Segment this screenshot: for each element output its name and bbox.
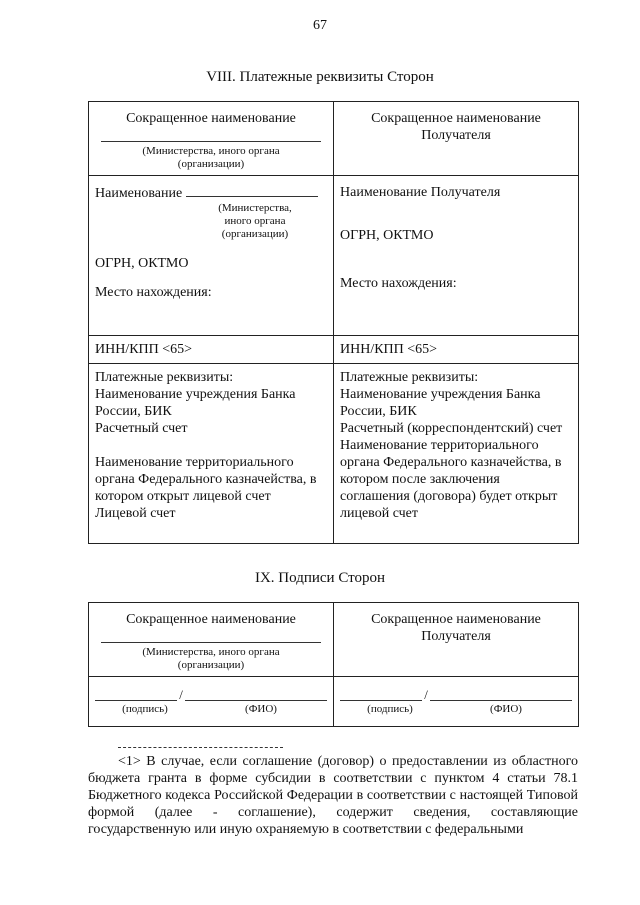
right-inn: ИНН/КПП <65> bbox=[340, 342, 438, 357]
left-ogrn: ОГРН, ОКТМО bbox=[95, 256, 189, 271]
right-payment-bank: Наименование учреждения Банка России, БИК bbox=[340, 387, 541, 419]
right-slash: / bbox=[424, 687, 428, 702]
right-fio-blank bbox=[430, 687, 572, 701]
sig-left-header-cell bbox=[89, 603, 334, 677]
left-inn: ИНН/КПП <65> bbox=[95, 342, 193, 357]
left-slash: / bbox=[179, 687, 183, 702]
left-header-cell bbox=[89, 102, 334, 176]
left-fio-caption: (ФИО) bbox=[245, 703, 277, 715]
left-name-note-3: (организации) bbox=[221, 228, 289, 240]
signatures-table bbox=[88, 602, 579, 727]
left-name-blank bbox=[186, 184, 318, 197]
left-payment-bank: Наименование учреждения Банка России, БИК bbox=[95, 387, 296, 419]
right-ogrn: ОГРН, ОКТМО bbox=[340, 228, 434, 243]
sig-left-header: Сокращенное наименование bbox=[126, 612, 296, 627]
left-header-note: (Министерства, иного органа (организации) bbox=[142, 145, 280, 170]
left-name-note-1: (Министерства, bbox=[218, 202, 292, 214]
section-9-title: IX. Подписи Сторон bbox=[254, 570, 386, 586]
sig-left-header-line bbox=[101, 642, 321, 643]
left-signature-caption: (подпись) bbox=[122, 703, 168, 715]
left-org-cell bbox=[89, 176, 334, 336]
right-header-cell bbox=[334, 102, 579, 176]
payment-details-table bbox=[88, 101, 579, 544]
left-location: Место нахождения: bbox=[95, 285, 212, 300]
right-payment-cell bbox=[334, 364, 579, 544]
left-name-label: Наименование bbox=[95, 186, 183, 201]
left-fio-blank bbox=[185, 687, 327, 701]
section-8-title: VIII. Платежные реквизиты Сторон bbox=[206, 69, 434, 85]
footnote-separator bbox=[118, 747, 283, 748]
left-payment-personal-account: Лицевой счет bbox=[95, 506, 176, 521]
left-name-note-2: иного органа bbox=[224, 215, 286, 227]
sig-left-header-note: (Министерства, иного органа (организации) bbox=[142, 646, 280, 671]
left-payment-title: Платежные реквизиты: bbox=[95, 370, 234, 385]
left-signature-line bbox=[95, 687, 327, 701]
right-signature-line bbox=[340, 687, 572, 701]
right-payment-title: Платежные реквизиты: bbox=[340, 370, 479, 385]
right-fio-caption: (ФИО) bbox=[490, 703, 522, 715]
sig-right-header: Сокращенное наименование Получателя bbox=[371, 612, 541, 644]
left-header: Сокращенное наименование bbox=[126, 111, 296, 126]
right-location: Место нахождения: bbox=[340, 276, 457, 291]
right-header: Сокращенное наименование Получателя bbox=[371, 111, 541, 143]
sig-right-header-cell bbox=[334, 603, 579, 677]
sig-left-signature-cell bbox=[89, 677, 334, 727]
right-signature-caption: (подпись) bbox=[367, 703, 413, 715]
left-payment-cell bbox=[89, 364, 334, 544]
left-payment-treasury: Наименование территориального органа Федерального казначейства, в котором открыт лицевой счет bbox=[95, 455, 317, 504]
footnote-1: <1> В случае, если соглашение (договор) о предоставлении из областного бюджета гранта в форме субсидии в соответствии с пунктом 4 статьи 78.1 Бюджетного кодекса Российской Федерации в соответствии с настоящей Типовой формой (далее - соглашение), содержит сведения, составляющие государственную или иную охраняемую в соответствии с федеральными bbox=[88, 754, 578, 837]
right-signature-blank bbox=[340, 687, 422, 701]
right-name: Наименование Получателя bbox=[340, 185, 501, 200]
left-payment-account: Расчетный счет bbox=[95, 421, 188, 436]
right-payment-treasury: Наименование территориального органа Федерального казначейства, в котором после заключения соглашения (договора) будет открыт лицевой счет bbox=[340, 438, 562, 521]
left-inn-cell bbox=[89, 336, 334, 364]
right-inn-cell bbox=[334, 336, 579, 364]
page-number: 67 bbox=[313, 18, 327, 33]
left-signature-blank bbox=[95, 687, 177, 701]
left-header-line bbox=[101, 141, 321, 142]
sig-right-signature-cell bbox=[334, 677, 579, 727]
right-payment-account: Расчетный (корреспондентский) счет bbox=[340, 421, 563, 436]
right-org-cell bbox=[334, 176, 579, 336]
